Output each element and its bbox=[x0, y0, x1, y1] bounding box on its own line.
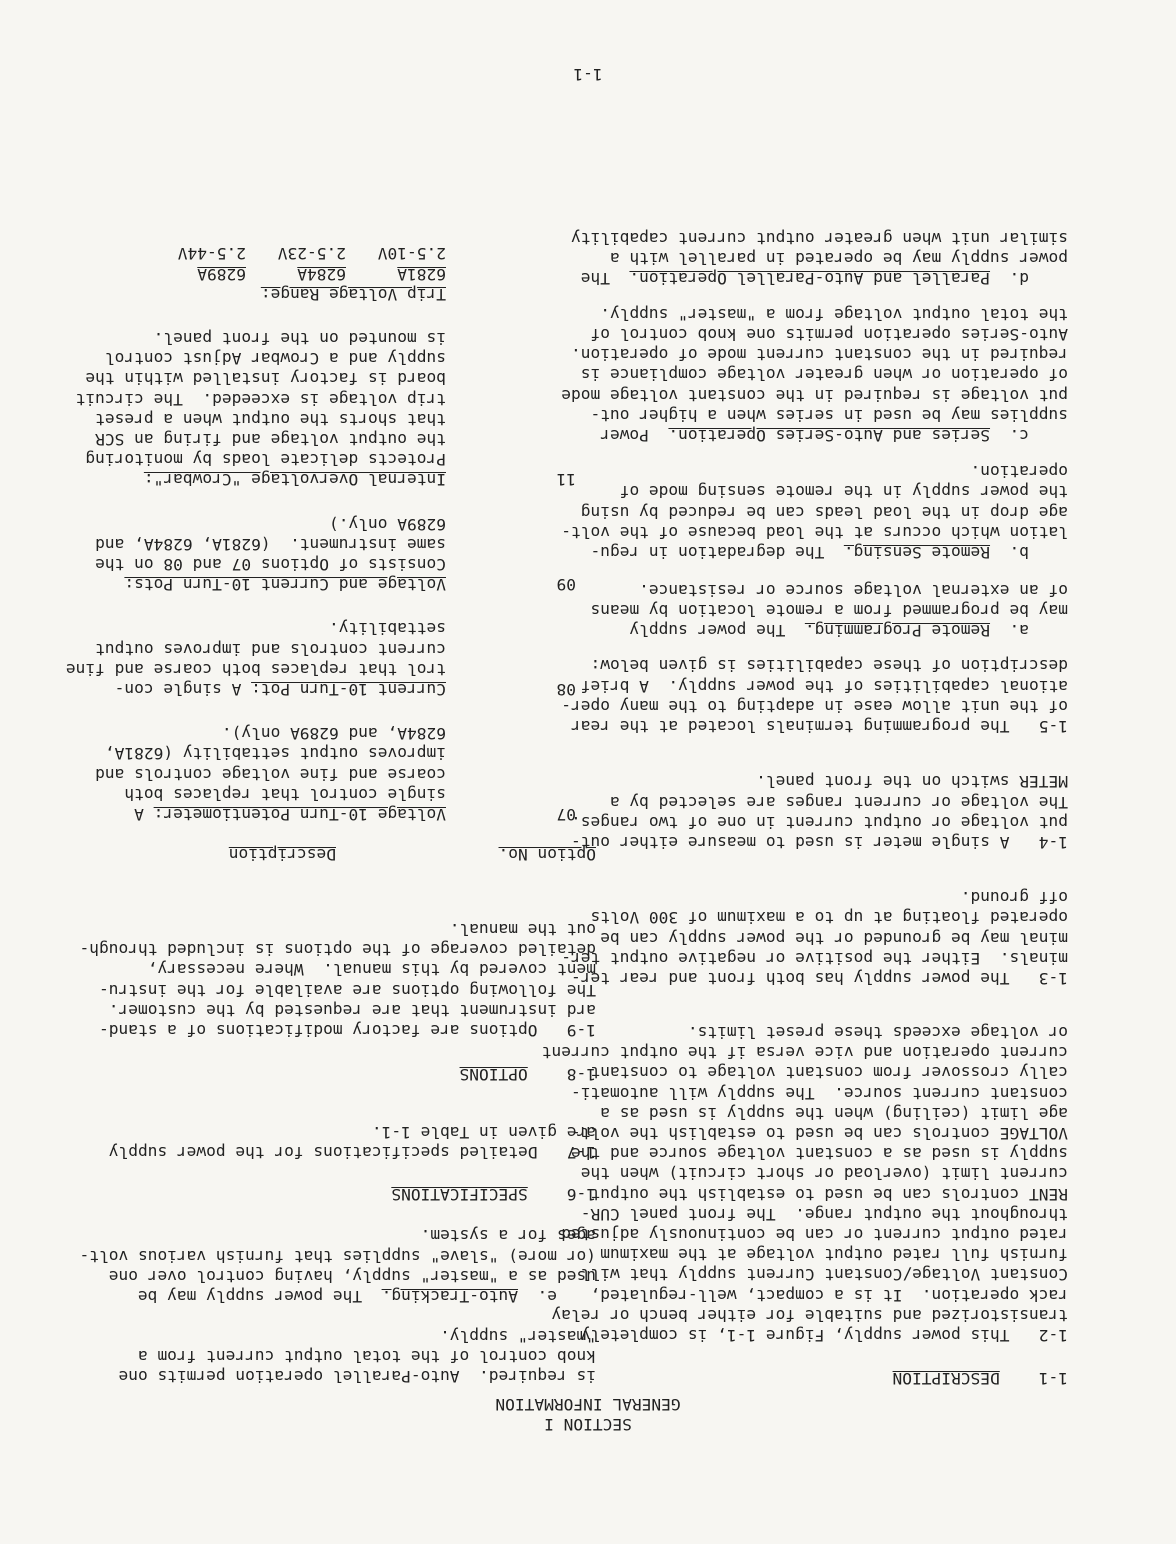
paragraph-1-4-line: The voltage or current ranges are selected by a bbox=[609, 792, 1068, 812]
paragraph-1-3-line: 1-3 The power supply has both front and rear ter- bbox=[570, 969, 1068, 988]
heading-number: 1-1 bbox=[1038, 1369, 1068, 1388]
item-label: e. bbox=[518, 1287, 558, 1306]
paragraph-1-5-line: 1-5 The programming terminals located at the rear bbox=[570, 717, 1068, 736]
item-c-line: required in the constant current mode of operation. bbox=[570, 345, 1068, 365]
item-d-line: similar unit when greater output current capability bbox=[570, 228, 1068, 248]
option-description-line: trip voltage is exceeded. The circuit bbox=[75, 389, 446, 409]
option-number: 09 bbox=[556, 575, 576, 595]
item-c-line: put voltage is required in the constant voltage mode bbox=[561, 385, 1068, 405]
paragraph-1-2-line: current limit (overload or short circuit) when the bbox=[580, 1164, 1068, 1184]
paragraph-1-9 bbox=[79, 919, 596, 1040]
section-heading bbox=[0, 1394, 1176, 1434]
options-table-header bbox=[116, 824, 596, 864]
trip-voltage-range bbox=[116, 234, 596, 304]
paragraph-1-4 bbox=[571, 771, 1068, 852]
item-c-line: the total output voltage from a "master" supply. bbox=[600, 304, 1068, 324]
item-c bbox=[561, 304, 1068, 445]
option-title: Internal Overvoltage "Crowbar": bbox=[143, 470, 446, 490]
paragraph-1-9-line: out the manual. bbox=[449, 919, 596, 939]
item-e-line: (or more) "slave" supplies that furnish various volt- bbox=[79, 1246, 596, 1266]
item-d bbox=[571, 227, 1068, 288]
option-number: 08 bbox=[556, 679, 576, 699]
paragraph-1-2-line: RENT controls can be used to establish the output bbox=[590, 1184, 1068, 1204]
item-e-line: ages for a system. bbox=[420, 1226, 596, 1246]
paragraph-1-2-line: transistorized and suitable for either bench or relay bbox=[551, 1305, 1068, 1325]
section-number: SECTION I bbox=[544, 1415, 632, 1434]
option-title-tail: A bbox=[134, 805, 154, 824]
option-title: Voltage 10-Turn Potentiometer: bbox=[153, 805, 446, 824]
paragraph-1-2-line: rated output current or can be continuously adjusted bbox=[561, 1224, 1068, 1244]
item-label: a. bbox=[990, 621, 1030, 640]
item-title: Remote Sensing. bbox=[843, 543, 991, 562]
option-title: Voltage and Current 10-Turn Pots: bbox=[124, 575, 446, 595]
option-description-line: improves output settability (6281A, bbox=[104, 744, 446, 764]
paragraph-1-5 bbox=[561, 655, 1068, 736]
item-text: The power supply may be bbox=[137, 1287, 382, 1306]
option-description-line: that shorts the output when a preset bbox=[95, 409, 446, 429]
item-b bbox=[561, 461, 1068, 562]
paragraph-1-2-line: Constant Voltage/Constant Current supply that will bbox=[580, 1265, 1068, 1285]
item-b-line: age drop in the load leads can be reduced by using bbox=[580, 502, 1068, 522]
option-title-tail: A single con- bbox=[114, 679, 252, 699]
option-description-line: trol that replaces both coarse and fine bbox=[65, 659, 446, 679]
paragraph-1-9-line: ard instrument that are requested by the customer. bbox=[108, 1000, 596, 1020]
paragraph-1-3-line: minals. Either the positive or negative output ter- bbox=[561, 948, 1068, 968]
heading-number: 1-6 bbox=[566, 1185, 596, 1204]
item-c-line: of operation or when greater voltage compliance is bbox=[580, 365, 1068, 385]
item-text: The bbox=[580, 269, 630, 288]
paragraph-1-5-line: ational capabilities of the power supply. A brief bbox=[580, 676, 1068, 696]
item-text: Power bbox=[600, 426, 669, 445]
paragraph-1-2-line: furnish full rated output voltage at the maximum bbox=[600, 1245, 1068, 1265]
item-title: Parallel and Auto-Parallel Operation. bbox=[629, 269, 991, 288]
item-e-line: used as a "master" supply, having control over one bbox=[108, 1266, 596, 1286]
item-title: Series and Auto-Series Operation. bbox=[668, 426, 991, 445]
item-e bbox=[79, 1225, 596, 1306]
item-text: The power supply bbox=[629, 621, 805, 640]
paragraph-1-7-line: are given in Table 1-1. bbox=[371, 1122, 596, 1142]
option-description-line: 6284A, and 6289A only). bbox=[221, 724, 446, 744]
paragraph-1-2-line: age limit (ceiling) when the supply is used as a bbox=[600, 1103, 1068, 1123]
option-description-line: is mounted on the front panel. bbox=[153, 328, 446, 348]
item-b-line: operation. bbox=[970, 462, 1068, 482]
option-description-line: Protects delicate loads by monitoring bbox=[85, 450, 446, 470]
option-description-line: single control that replaces both bbox=[124, 784, 446, 804]
trip-model: 6289A bbox=[197, 264, 246, 284]
item-b-line: lation which occurs at the load because of the volt- bbox=[561, 522, 1068, 542]
option-description-line: current controls and improves output bbox=[95, 639, 446, 659]
item-a-line: may be programmed from a remote location by means bbox=[590, 600, 1068, 620]
item-label: b. bbox=[990, 543, 1030, 562]
paragraph-1-4-line: 1-4 A single meter is used to measure either out- bbox=[570, 833, 1068, 852]
item-a bbox=[590, 579, 1068, 640]
item-a-line: of an external voltage source or resistance. bbox=[639, 580, 1068, 600]
item-text: The degradation in regu- bbox=[590, 543, 844, 562]
heading-1-1 bbox=[893, 1368, 1068, 1388]
continuation-text bbox=[118, 1325, 596, 1386]
item-b-line: the power supply in the remote sensing mode of bbox=[619, 482, 1068, 502]
option-number: 07 bbox=[556, 805, 576, 824]
trip-range: 2.5-10V bbox=[377, 244, 446, 264]
section-title: GENERAL INFORMATION bbox=[495, 1395, 681, 1414]
paragraph-1-4-line: put voltage or output current in one of two ranges. bbox=[570, 812, 1068, 832]
option-row bbox=[75, 328, 596, 490]
page-number: 1-1 bbox=[573, 65, 603, 84]
item-c-line: supplies may be used in series when a higher out- bbox=[590, 405, 1068, 425]
heading-1-6 bbox=[391, 1184, 596, 1204]
paragraph-1-2-line: rack operation. It is a compact, well-regulated, bbox=[590, 1285, 1068, 1305]
trip-range: 2.5-23V bbox=[277, 244, 346, 264]
paragraph-1-3-line: operated floating at up to a maximum of 300 Volts bbox=[590, 908, 1068, 928]
paragraph-1-5-line: description of these capabilities is given below: bbox=[590, 656, 1068, 676]
item-title: Remote Programming. bbox=[804, 621, 991, 640]
paragraph-1-9-line: ment covered by this manual. Where necessary, bbox=[147, 960, 596, 980]
paragraph-1-2-line: supply is used as a constant voltage source and the bbox=[570, 1144, 1068, 1164]
option-row bbox=[65, 618, 596, 699]
option-row bbox=[95, 723, 596, 824]
heading-number: 1-8 bbox=[566, 1065, 596, 1084]
option-description-line: coarse and fine voltage controls and bbox=[95, 764, 446, 784]
item-c-line: Auto-Series operation permits one knob control of bbox=[590, 324, 1068, 344]
paragraph-1-2-line: 1-2 This power supply, Figure 1-1, is completely bbox=[580, 1326, 1068, 1345]
option-description-line: same instrument. (6281A, 6284A, and bbox=[95, 534, 446, 554]
continuation-line: "master" supply. bbox=[440, 1326, 596, 1346]
paragraph-1-4-line: METER switch on the front panel. bbox=[756, 772, 1068, 792]
option-description-line: the output voltage and firing an SCR bbox=[95, 429, 446, 449]
paragraph-1-2-line: current operation and vice versa if the output current bbox=[541, 1043, 1068, 1063]
paragraph-1-2-line: cally crossover from constant voltage to constant bbox=[590, 1063, 1068, 1083]
column-header-option: Option No. bbox=[498, 845, 596, 864]
heading-title: SPECIFICATIONS bbox=[391, 1185, 528, 1204]
paragraph-1-2-line: VOLTAGE controls can be used to establish the volt- bbox=[570, 1123, 1068, 1143]
trip-model: 6281A bbox=[397, 264, 446, 284]
option-description-line: board is factory installed within the bbox=[85, 369, 446, 389]
paragraph-1-7 bbox=[109, 1122, 596, 1162]
option-description-line: supply and a Crowbar Adjust control bbox=[104, 349, 446, 369]
paragraph-1-2-line: throughout the output range. The front panel CUR- bbox=[580, 1204, 1068, 1224]
paragraph-1-2-line: constant current source. The supply will automati- bbox=[570, 1083, 1068, 1103]
paragraph-1-3-line: off ground. bbox=[960, 888, 1068, 908]
options-table bbox=[65, 234, 596, 864]
column-header-description: Description bbox=[228, 845, 336, 864]
continuation-line: is required. Auto-Parallel operation permits one bbox=[118, 1367, 596, 1386]
paragraph-1-7-line: 1-7 Detailed specifications for the power supply bbox=[108, 1143, 596, 1162]
trip-title: Trip Voltage Range: bbox=[260, 284, 446, 304]
heading-title: OPTIONS bbox=[459, 1065, 528, 1084]
trip-model: 6284A bbox=[297, 264, 346, 284]
option-description-line: settability. bbox=[329, 619, 446, 639]
item-label: d. bbox=[990, 269, 1030, 288]
paragraph-1-9-line: The following options are available for the instru- bbox=[98, 980, 596, 1000]
paragraph-1-5-line: of the unit allow ease in adapting to the many oper- bbox=[561, 696, 1068, 716]
paragraph-1-3-line: minal may be grounded or the power supply can be bbox=[600, 928, 1068, 948]
option-title: Current 10-Turn Pot: bbox=[251, 679, 446, 699]
heading-title: DESCRIPTION bbox=[892, 1369, 1000, 1388]
option-row bbox=[95, 513, 596, 595]
continuation-line: knob control of the total output current from a bbox=[137, 1346, 596, 1366]
option-description-line: 6289A only.) bbox=[329, 514, 446, 534]
trip-range: 2.5-44V bbox=[177, 244, 246, 264]
paragraph-1-9-line: 1-9 Options are factory modifications of a stand- bbox=[98, 1021, 596, 1040]
paragraph-1-2 bbox=[542, 1022, 1068, 1345]
paragraph-1-2-line: or voltage exceeds these preset limits. bbox=[687, 1022, 1068, 1042]
paragraph-1-3 bbox=[561, 887, 1068, 988]
item-title: Auto-Tracking. bbox=[381, 1287, 519, 1306]
heading-1-8 bbox=[460, 1064, 596, 1084]
item-d-line: power supply may be operated in parallel with a bbox=[609, 248, 1068, 268]
option-number: 11 bbox=[556, 470, 576, 490]
item-label: c. bbox=[990, 426, 1030, 445]
option-description-line: Consists of Options 07 and 08 on the bbox=[95, 554, 446, 574]
paragraph-1-9-line: detailed coverage of the options is included through- bbox=[79, 940, 596, 960]
